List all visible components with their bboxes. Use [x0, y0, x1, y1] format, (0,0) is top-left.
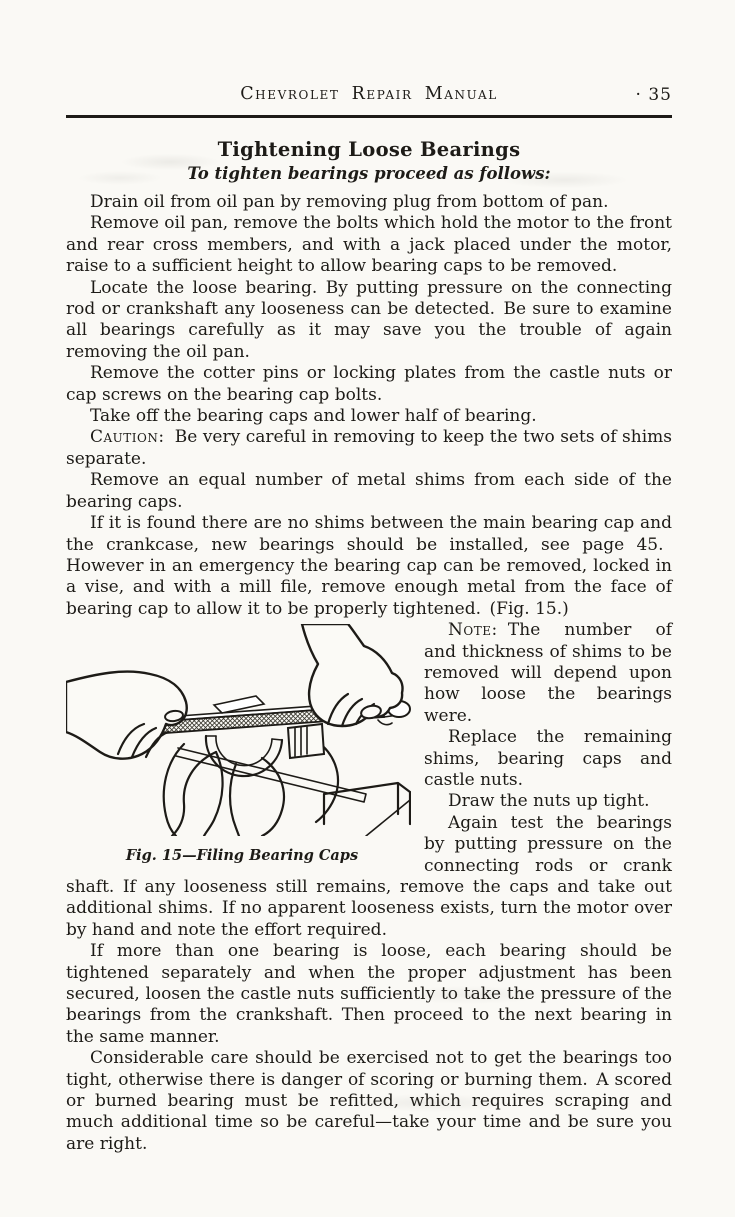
- running-head: Chevrolet Repair Manual: [240, 84, 498, 104]
- note-label: Note:: [448, 620, 498, 641]
- page-content: [66, 0, 672, 1155]
- paragraph: Drain oil from oil pan by removing plug from bottom of pan.: [90, 192, 609, 212]
- figure-caption: Fig. 15—Filing Bearing Caps: [125, 846, 359, 864]
- paragraph: Again test the bearings by putting pressure on the connecting rods or crank shaft. If any looseness still remains, remove the caps and take out additional shims. If no apparent looseness exists, turn the motor over by hand and note the effort required.: [66, 812, 672, 940]
- right-hand: [302, 624, 403, 726]
- section-title: Tightening Loose Bearings: [217, 138, 521, 161]
- paragraph: If it is found there are no shims between the main bearing cap and the crankcase, new bearings should be installed, see page 45. However in an emergency the bearing cap can be removed, locked in a vise, and with a mill file, remove enough metal from the face of bearing cap to allow it to be properly tightened. (Fig. 15.): [66, 513, 672, 619]
- paragraph: Draw the nuts up tight.: [448, 791, 650, 812]
- figure-15: [66, 624, 418, 866]
- paragraph: Remove oil pan, remove the bolts which hold the motor to the front and rear cross members, and with a jack placed under the motor, raise to a sufficient height to allow bearing caps to be removed.: [66, 213, 673, 277]
- paragraph: Locate the loose bearing. By putting pressure on the connecting rod or crankshaft any looseness can be detected. Be sure to examine all bearings carefully as it may save you the trouble of again removing the oil pan.: [66, 277, 672, 362]
- paragraph: Remove the cotter pins or locking plates from the castle nuts or cap screws on the bearing cap bolts.: [66, 363, 672, 405]
- vise: [164, 742, 410, 836]
- header-rule: [66, 115, 672, 118]
- paragraph: Take off the bearing caps and lower half of bearing.: [90, 406, 537, 427]
- section-subtitle: To tighten bearings proceed as follows:: [187, 164, 551, 183]
- left-hand: [66, 672, 187, 759]
- caution-label: Caution:: [90, 427, 165, 448]
- paragraph: Considerable care should be exercised not to get the bearings too tight, otherwise there is danger of scoring or burning them. A scored or burned bearing must be refitted, which requires scraping and much additional time so be careful—take your time and be sure you are right.: [66, 1048, 672, 1154]
- body-copy: [66, 192, 672, 1155]
- figure-section: [66, 620, 672, 941]
- paragraph: If more than one bearing is loose, each bearing should be tightened separately and when the proper adjustment has been secured, loosen the castle nuts sufficiently to take the pressure of the bearings from the crankshaft. Then proceed to the next bearing in the same manner.: [66, 941, 672, 1047]
- page-number: · 35: [635, 85, 672, 105]
- filing-illustration: [66, 624, 411, 836]
- paragraph-text: Be very careful in removing to keep the two sets of shims separate.: [66, 427, 672, 469]
- paragraph-caution: [66, 427, 672, 470]
- paragraph-text: The number of and thickness of shims to be removed will depend upon how loose the bearings were.: [424, 620, 672, 726]
- paragraph: Replace the remaining shims, bearing caps and castle nuts.: [424, 727, 672, 790]
- paragraph: Remove an equal number of metal shims from each side of the bearing caps.: [66, 470, 672, 512]
- page-header: [66, 84, 672, 108]
